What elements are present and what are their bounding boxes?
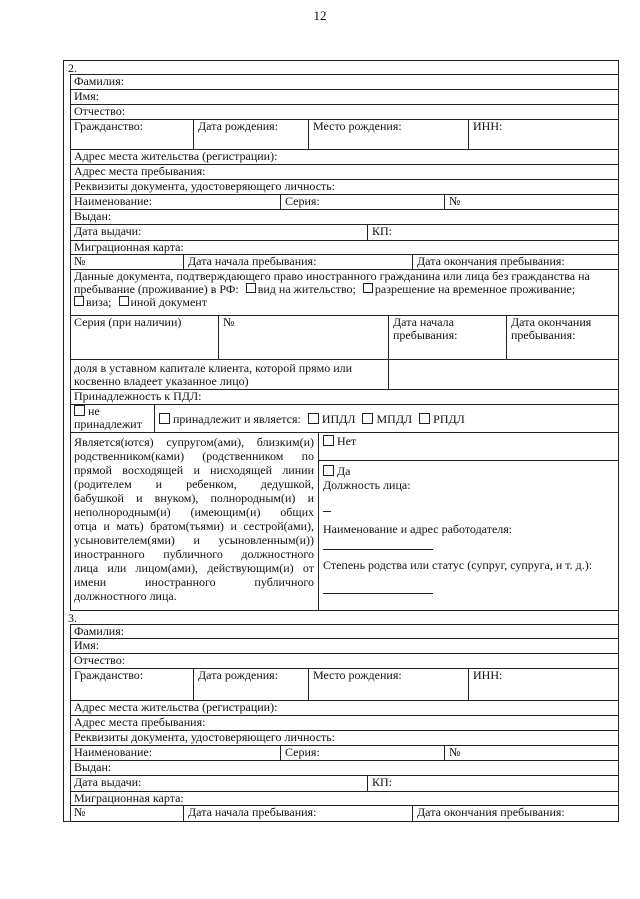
migration-card-row: [70, 241, 618, 255]
right-doc-line2: пребывание (проживание) в РФ:: [74, 282, 239, 296]
s3-patronymic-row[interactable]: [70, 654, 618, 669]
s3-issue-date-row: [70, 776, 618, 792]
s3-stay-address-label: Адрес места пребывания:: [74, 716, 206, 729]
section-2-number: 2.: [68, 61, 77, 75]
rpdl-checkbox[interactable]: [419, 413, 430, 424]
issued-by-row[interactable]: [70, 210, 618, 225]
kp-label: КП:: [367, 225, 618, 240]
relative-yes-checkbox[interactable]: [323, 465, 334, 476]
doc-number-label: №: [444, 195, 618, 209]
visa-checkbox[interactable]: [74, 296, 84, 306]
residence-row[interactable]: [70, 150, 618, 165]
surname-label: Фамилия:: [74, 75, 125, 88]
issue-date-row: [70, 225, 618, 241]
employer-field[interactable]: [323, 549, 433, 550]
stay-address-row[interactable]: [70, 165, 618, 180]
patronymic-label: Отчество:: [74, 105, 126, 118]
mpdl-label: МПДЛ: [376, 412, 413, 426]
s3-migration-card-label: Миграционная карта:: [74, 792, 184, 805]
ipdl-checkbox[interactable]: [308, 413, 319, 424]
s3-id-doc-row: [70, 731, 618, 746]
s3-residence-address-label: Адрес места жительства (регистрации):: [74, 701, 278, 714]
s3-doc-name-row: [70, 746, 618, 761]
relative-row: [70, 433, 618, 611]
s3-stay-address-row[interactable]: [70, 716, 618, 731]
other-doc-checkbox[interactable]: [119, 296, 129, 306]
s3-migration-card-details-row: [70, 806, 618, 821]
s3-citizenship-label: Гражданство:: [74, 669, 144, 682]
s3-residence-row[interactable]: [70, 701, 618, 716]
s3-inn-label: ИНН:: [468, 669, 618, 700]
migration-card-details-row: [70, 255, 618, 270]
mpdl-checkbox[interactable]: [362, 413, 373, 424]
birth-place-label: Место рождения:: [308, 120, 468, 149]
share-line1: доля в уставном капитале клиента, которой прямо или: [74, 361, 353, 375]
residence-permit-label: вид на жительство;: [257, 282, 356, 296]
s3-issued-by-row[interactable]: [70, 761, 618, 776]
issued-by-label: Выдан:: [74, 210, 112, 223]
pdl-belongs-checkbox[interactable]: [159, 413, 170, 424]
s3-name-label: Имя:: [74, 639, 100, 652]
relative-yes-label: Да: [337, 464, 351, 478]
rd-start-label-1: Дата начала: [393, 316, 454, 329]
share-line2: косвенно владеет указанное лицо): [74, 374, 249, 388]
name-row[interactable]: [70, 90, 618, 105]
page-number: 12: [313, 8, 327, 23]
temp-residence-checkbox[interactable]: [363, 283, 373, 293]
mc-number-label: №: [74, 255, 86, 268]
migration-card-label: Миграционная карта:: [74, 241, 184, 254]
pdl-header-row: [70, 390, 618, 405]
relative-no-checkbox[interactable]: [323, 435, 334, 446]
s3-kp-label: КП:: [367, 776, 618, 791]
residence-address-label: Адрес места жительства (регистрации):: [74, 150, 278, 163]
temp-residence-label: разрешение на временное проживание;: [374, 282, 576, 296]
position-label: Должность лица:: [323, 478, 411, 492]
employer-label: Наименование и адрес работодателя:: [323, 522, 513, 536]
position-field[interactable]: [323, 511, 331, 512]
s3-birth-date-label: Дата рождения:: [193, 669, 308, 700]
pdl-header-label: Принадлежность к ПДЛ:: [74, 390, 202, 403]
other-doc-label: иной документ: [130, 295, 207, 309]
s3-birth-place-label: Место рождения:: [308, 669, 468, 700]
stay-address-label: Адрес места пребывания:: [74, 165, 206, 178]
visa-label: виза;: [86, 295, 112, 309]
s3-issue-date-label: Дата выдачи:: [74, 776, 142, 789]
rpdl-label: РПДЛ: [433, 412, 465, 426]
birth-date-label: Дата рождения:: [193, 120, 308, 149]
rd-end-label-2: пребывания:: [511, 328, 576, 342]
id-doc-row: [70, 180, 618, 195]
pdl-not-label-2: принадлежит: [74, 417, 142, 431]
ipdl-label: ИПДЛ: [321, 412, 356, 426]
s3-mc-number-label: №: [74, 806, 86, 819]
residence-permit-checkbox[interactable]: [246, 283, 256, 293]
s3-surname-row[interactable]: [70, 624, 618, 639]
pdl-belongs-label: принадлежит и является:: [173, 412, 301, 426]
kinship-label: Степень родства или статус (супруг, супруга, и т. д.):: [323, 558, 593, 572]
s3-stay-start-label: Дата начала пребывания:: [183, 806, 412, 821]
pdl-options-row: [70, 405, 618, 433]
rd-start-label-2: пребывания:: [393, 328, 458, 342]
doc-name-label: Наименование:: [74, 195, 153, 208]
right-doc-line1: Данные документа, подтверждающего право иностранного гражданина или лица без гражданства на: [74, 270, 590, 283]
s3-doc-name-label: Наименование:: [74, 746, 153, 759]
s3-id-doc-label: Реквизиты документа, удостоверяющего личность:: [74, 731, 336, 744]
pdl-not-label: не: [88, 405, 100, 418]
name-label: Имя:: [74, 90, 100, 103]
relative-no-label: Нет: [337, 434, 357, 448]
rd-end-label-1: Дата окончания: [511, 316, 592, 329]
right-doc-row: [70, 270, 618, 316]
surname-row[interactable]: [70, 74, 618, 90]
s3-series-label: Серия:: [280, 746, 444, 760]
relative-text: Является(ются) супругом(ами), близким(и) родственником(ками) (родственником по прямой восходящей и нисходящей линии (родителем и ребенком, дедушкой, бабушкой и внуком), полнородным(и) и неполнородным(и) (имеющим(и) общих отца и мать) братом(тьями) и сестрой(ами), усыновителем(ями) и усыновленным(и)) иностранного публичного должностного лица или лицом(ами), действующим(и) от имени иностранного публичного должностного лица.: [74, 435, 314, 603]
rd-series-label: Серия (при наличии): [74, 316, 182, 329]
s3-citizenship-row: [70, 669, 618, 701]
id-doc-label: Реквизиты документа, удостоверяющего личность:: [74, 180, 336, 193]
stay-start-label: Дата начала пребывания:: [183, 255, 412, 269]
s3-stay-end-label: Дата окончания пребывания:: [412, 806, 618, 821]
right-doc-details-row: [70, 316, 618, 360]
inn-label: ИНН:: [468, 120, 618, 149]
form-table: [63, 60, 619, 822]
s3-patronymic-label: Отчество:: [74, 654, 126, 667]
s3-name-row[interactable]: [70, 639, 618, 654]
patronymic-row[interactable]: [70, 105, 618, 120]
issue-date-label: Дата выдачи:: [74, 225, 142, 238]
stay-end-label: Дата окончания пребывания:: [412, 255, 618, 269]
s3-doc-number-label: №: [444, 746, 618, 760]
s3-surname-label: Фамилия:: [74, 625, 125, 638]
s3-migration-card-row: [70, 792, 618, 806]
citizenship-row: [70, 120, 618, 150]
rd-number-label: №: [218, 316, 388, 359]
doc-name-row: [70, 195, 618, 210]
pdl-not-checkbox[interactable]: [74, 405, 85, 416]
s3-issued-by-label: Выдан:: [74, 761, 112, 774]
citizenship-label: Гражданство:: [74, 120, 144, 133]
kinship-field[interactable]: [323, 593, 433, 594]
share-row: [70, 360, 618, 390]
series-label: Серия:: [280, 195, 444, 209]
section-3-number: 3.: [68, 611, 77, 625]
